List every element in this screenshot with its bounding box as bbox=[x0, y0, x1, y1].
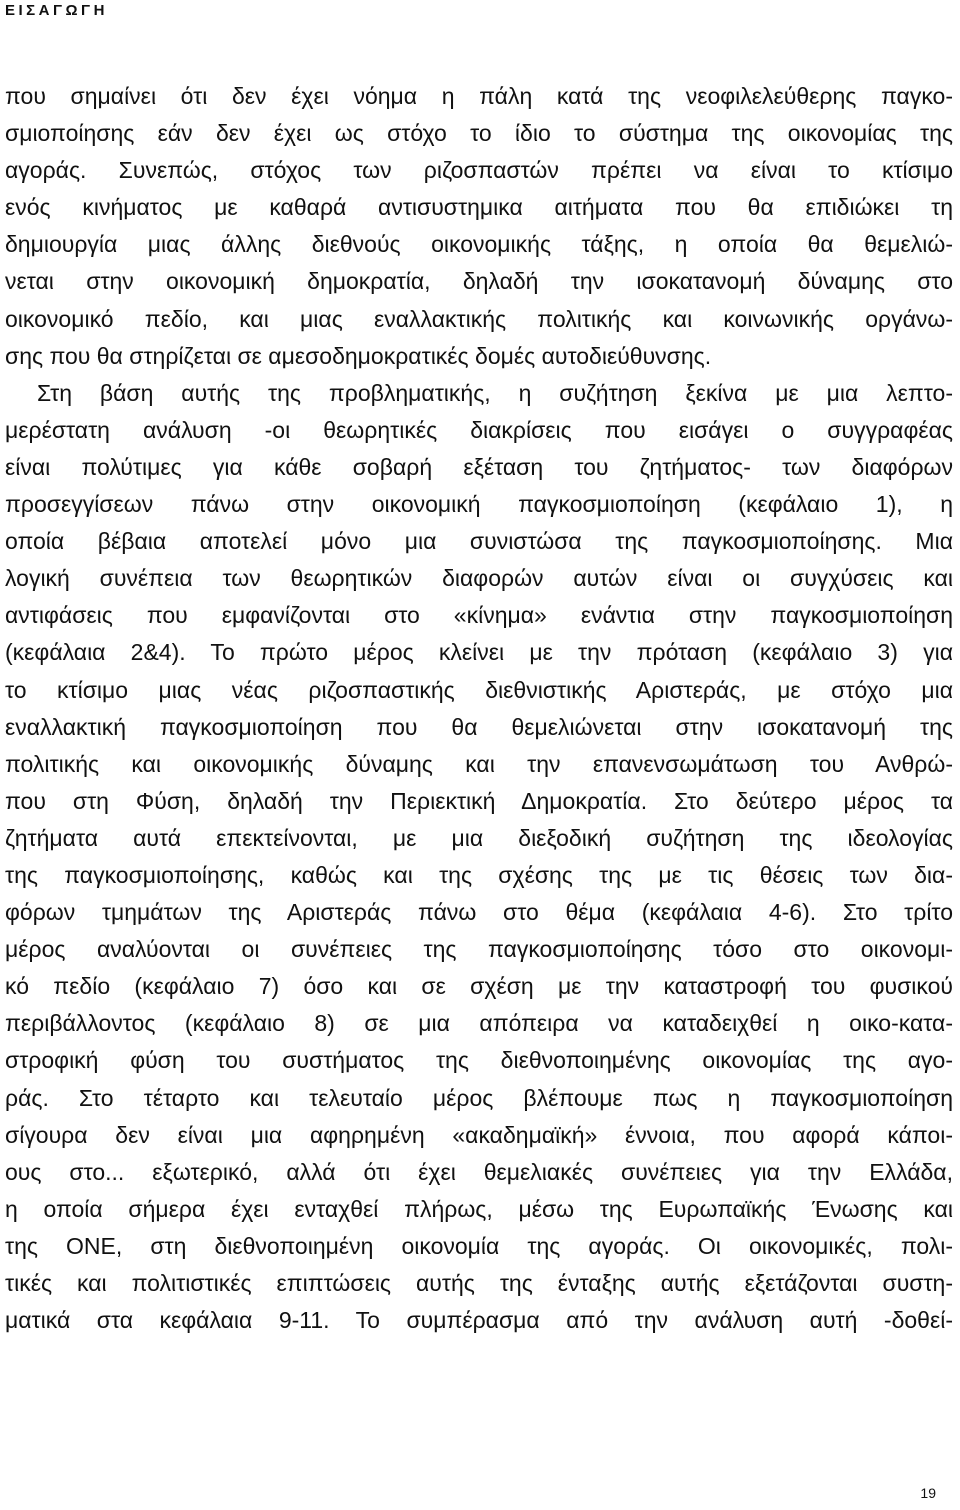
page-number: 19 bbox=[920, 1485, 936, 1501]
text-line: κό πεδίο (κεφάλαιο 7) όσο και σε σχέση με την καταστροφή του φυσικού bbox=[5, 973, 953, 1000]
text-line: λογική συνέπεια των θεωρητικών διαφορών αυτών είναι οι συγχύσεις και bbox=[5, 565, 953, 592]
text-line: η οποία σήμερα έχει ενταχθεί πλήρως, μέσω της Ευρωπαϊκής Ένωσης και bbox=[5, 1195, 953, 1222]
text-line: Στη βάση αυτής της προβληματικής, η συζήτηση ξεκίνα με μια λεπτο- bbox=[37, 379, 953, 406]
text-line: ους στο... εξωτερικό, αλλά ότι έχει θεμελιακές συνέπειες για την Ελλάδα, bbox=[5, 1158, 953, 1185]
text-line: της ΟΝΕ, στη διεθνοποιημένη οικονομία της αγοράς. Οι οικονομικές, πολι- bbox=[5, 1232, 953, 1259]
text-line: οποία βέβαια αποτελεί μόνο μια συνιστώσα της παγκοσμιοποίησης. Μια bbox=[5, 528, 953, 555]
text-line: πολιτικής και οικονομικής δύναμης και την επανενσωμάτωση του Ανθρώ- bbox=[5, 750, 953, 777]
text-line: νεται στην οικονομική δημοκρατία, δηλαδή την ισοκατανομή δύναμης στο bbox=[5, 268, 953, 295]
text-line: ματικά στα κεφάλαια 9-11. Το συμπέρασμα από την ανάλυση αυτή -δοθεί- bbox=[5, 1307, 953, 1334]
text-line: στροφική φύση του συστήματος της διεθνοποιημένης οικονομίας της αγο- bbox=[5, 1047, 953, 1074]
text-line: ράς. Στο τέταρτο και τελευταίο μέρος βλέπουμε πως η παγκοσμιοποίηση bbox=[5, 1084, 953, 1111]
text-line: δημιουργία μιας άλλης διεθνούς οικονομικής τάξης, η οποία θα θεμελιώ- bbox=[5, 231, 953, 258]
text-line: το κτίσιμο μιας νέας ριζοσπαστικής διεθνιστικής Αριστεράς, με στόχο μια bbox=[5, 676, 953, 703]
text-line: περιβάλλοντος (κεφάλαιο 8) σε μια απόπειρα να καταδειχθεί η οικο-κατα- bbox=[5, 1010, 953, 1037]
text-line: σίγουρα δεν είναι μια αφηρημένη «ακαδημαϊκή» έννοια, που αφορά κάποι- bbox=[5, 1121, 953, 1148]
text-line: ζητήματα αυτά επεκτείνονται, με μια διεξοδική συζήτηση της ιδεολογίας bbox=[5, 824, 953, 851]
body-text bbox=[5, 78, 953, 1339]
text-line: μέρος αναλύονται οι συνέπειες της παγκοσμιοποίησης τόσο στο οικονομι- bbox=[5, 936, 953, 963]
text-line: τικές και πολιτιστικές επιπτώσεις αυτής της ένταξης αυτής εξετάζονται συστη- bbox=[5, 1270, 953, 1296]
paragraph-1 bbox=[5, 78, 953, 375]
text-line: οικονομικό πεδίο, και μιας εναλλακτικής πολιτικής και κοινωνικής οργάνω- bbox=[5, 305, 953, 332]
text-line: φόρων τμημάτων της Αριστεράς πάνω στο θέμα (κεφάλαια 4-6). Στο τρίτο bbox=[5, 899, 953, 926]
text-line: εναλλακτική παγκοσμιοποίηση που θα θεμελιώνεται στην ισοκατανομή της bbox=[5, 713, 953, 740]
text-line: μερέστατη ανάλυση -οι θεωρητικές διακρίσεις που εισάγει ο συγγραφέας bbox=[5, 416, 953, 443]
text-line: αντιφάσεις που εμφανίζονται στο «κίνημα» ενάντια στην παγκοσμιοποίηση bbox=[5, 602, 953, 629]
text-line: (κεφάλαια 2&4). Το πρώτο μέρος κλείνει με την πρόταση (κεφάλαιο 3) για bbox=[5, 639, 953, 666]
text-line: σης που θα στηρίζεται σε αμεσοδημοκρατικές δομές αυτοδιεύθυνσης. bbox=[5, 342, 712, 369]
text-line: αγοράς. Συνεπώς, στόχος των ριζοσπαστών πρέπει να είναι το κτίσιμο bbox=[5, 157, 953, 184]
text-line: που στη Φύση, δηλαδή την Περιεκτική Δημοκρατία. Στο δεύτερο μέρος τα bbox=[5, 787, 953, 814]
text-line: που σημαίνει ότι δεν έχει νόημα η πάλη κατά της νεοφιλελεύθερης παγκο- bbox=[5, 83, 953, 109]
text-line: είναι πολύτιμες για κάθε σοβαρή εξέταση του ζητήματος- των διαφόρων bbox=[5, 453, 953, 480]
paragraph-2 bbox=[5, 375, 953, 1339]
running-header: ΕΙΣΑΓΩΓΗ bbox=[5, 2, 108, 19]
text-line: ενός κινήματος με καθαρά αντισυστημικα αιτήματα που θα επιδιώκει τη bbox=[5, 194, 953, 221]
text-line: της παγκοσμιοποίησης, καθώς και της σχέσης της με τις θέσεις των δια- bbox=[5, 861, 953, 888]
text-line: σμιοποίησης εάν δεν έχει ως στόχο το ίδιο το σύστημα της οικονομίας της bbox=[5, 120, 953, 147]
text-line: προσεγγίσεων πάνω στην οικονομική παγκοσμιοποίηση (κεφάλαιο 1), η bbox=[5, 491, 953, 518]
